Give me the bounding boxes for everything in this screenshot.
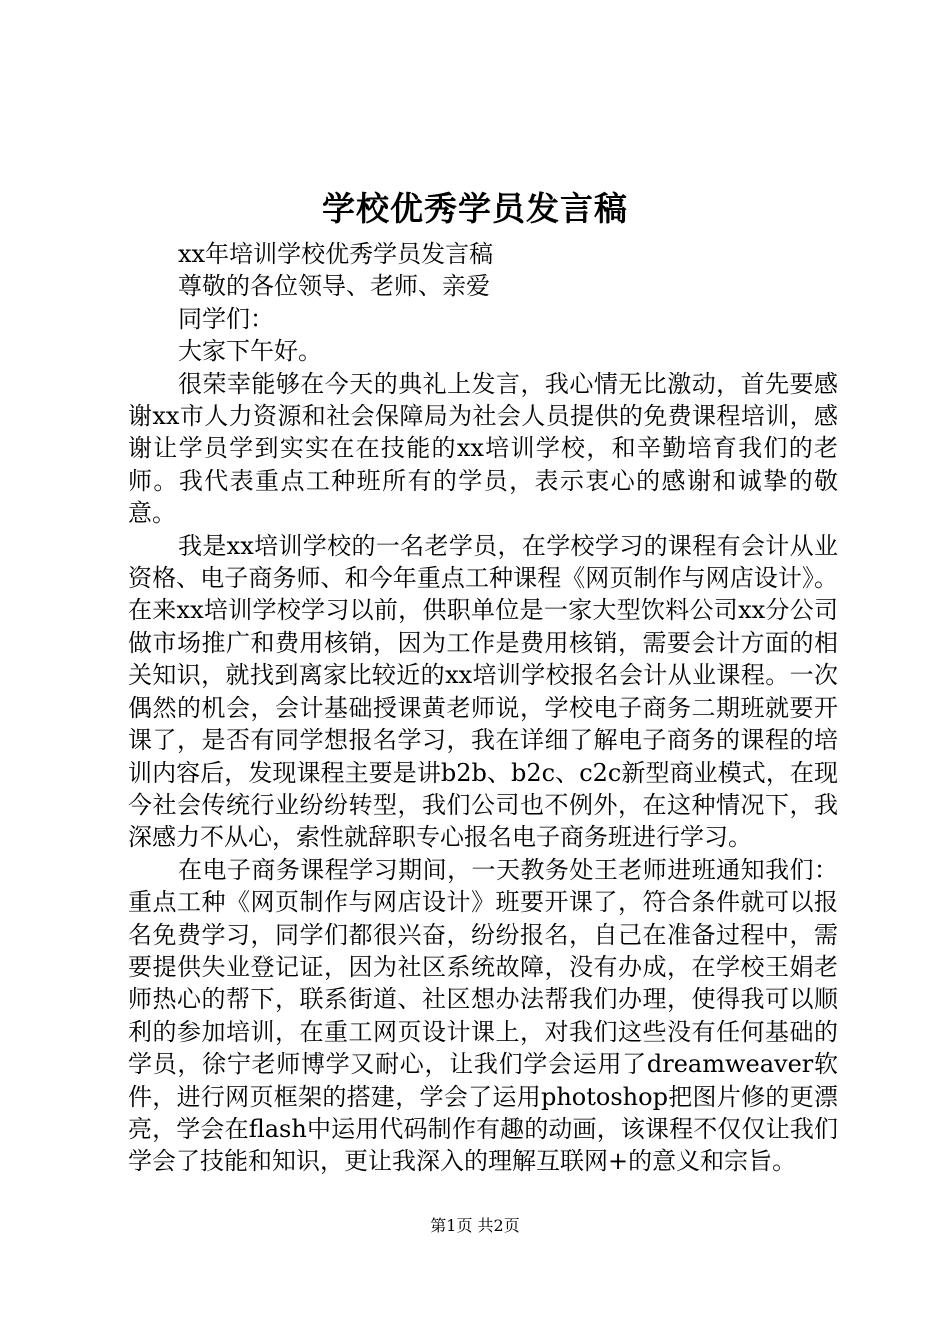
- page-indicator: 第1页 共2页: [430, 1216, 520, 1235]
- paragraph-salutation: 尊敬的各位领导、老师、亲爱: [178, 272, 490, 301]
- paragraph-body-1: 很荣幸能够在今天的典礼上发言，我心情无比激动，首先要感谢xx市人力资源和社会保障局为社会人员提供的免费课程培训，感谢让学员学到实实在在技能的xx培训学校，和辛勤培育我们的老师。我代表重点工种班所有的学员，表示衷心的感谢和诚挚的敬意。: [128, 369, 838, 528]
- paragraph-body-2: 我是xx培训学校的一名老学员，在学校学习的课程有会计从业资格、电子商务师、和今年重点工种课程《网页制作与网店设计》。在来xx培训学校学习以前，供职单位是一家大型饮料公司xx分公司做市场推广和费用核销，因为工作是费用核销，需要会计方面的相关知识，就找到离家比较近的xx培训学校报名会计从业课程。一次偶然的机会，会计基础授课黄老师说，学校电子商务二期班就要开课了，是否有同学想报名学习，我在详细了解电子商务的课程的培训内容后，发现课程主要是讲b2b、b2c、c2c新型商业模式，在现今社会传统行业纷纷转型，我们公司也不例外，在这种情况下，我深感力不从心，索性就辞职专心报名电子商务班进行学习。: [128, 531, 838, 852]
- paragraph-salutation-cont: 同学们：: [178, 304, 274, 333]
- document-body: [128, 238, 838, 1178]
- paragraph-greeting: 大家下午好。: [178, 337, 322, 366]
- paragraph-body-3: 在电子商务课程学习期间，一天教务处王老师进班通知我们：重点工种《网页制作与网店设计》班要开课了，符合条件就可以报名免费学习，同学们都很兴奋，纷纷报名，自己在准备过程中，需要提供失业登记证，因为社区系统故障，没有办成，在学校王娟老师热心的帮下，联系街道、社区想办法帮我们办理，使得我可以顺利的参加培训，在重工网页设计课上，对我们这些没有任何基础的学员，徐宁老师博学又耐心，让我们学会运用了dreamweaver软件，进行网页框架的搭建，学会了运用photoshop把图片修的更漂亮，学会在flash中运用代码制作有趣的动画，该课程不仅仅让我们学会了技能和知识，更让我深入的理解互联网+的意义和宗旨。: [128, 855, 838, 1176]
- paragraph-heading: xx年培训学校优秀学员发言稿: [178, 240, 494, 268]
- document-title: 学校优秀学员发言稿: [322, 189, 628, 228]
